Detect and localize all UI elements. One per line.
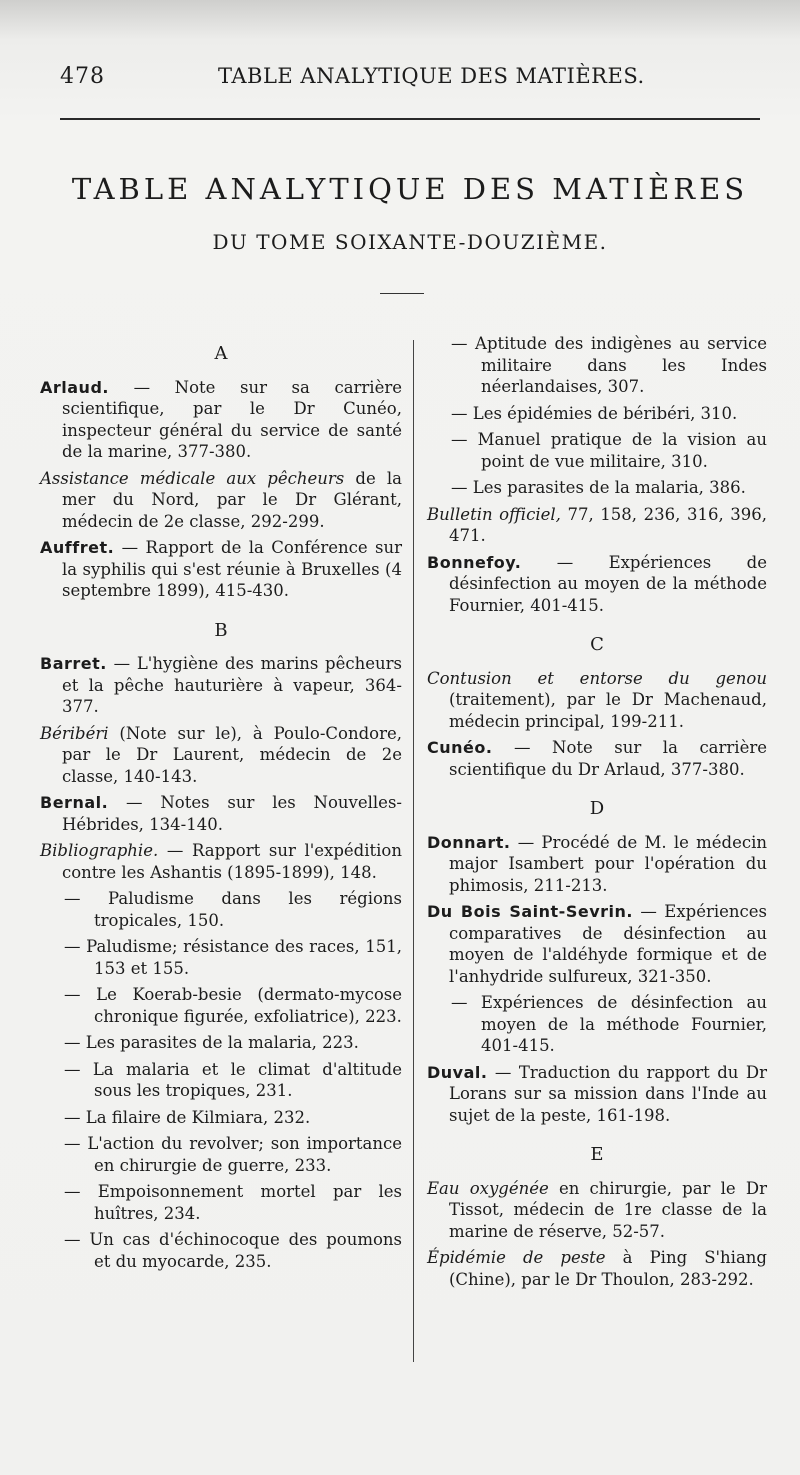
index-subentry: — Les parasites de la malaria, 386. bbox=[451, 478, 746, 497]
section-letter-c: C bbox=[590, 634, 604, 655]
index-entry-du-bois bbox=[427, 901, 767, 987]
running-title: TABLE ANALYTIQUE DES MATIÈRES. bbox=[218, 64, 645, 88]
index-subentry: — Empoisonnement mortel par les huîtres, 234. bbox=[64, 1182, 402, 1223]
index-subentry: — Le Koerab-besie (dermato-mycose chronique figurée, exfoliatrice), 223. bbox=[64, 985, 402, 1026]
index-entry-assistance bbox=[40, 468, 402, 533]
index-entry-cuneo bbox=[427, 737, 767, 780]
index-subentry: — Les parasites de la malaria, 223. bbox=[64, 1033, 359, 1052]
entry-text: — Notes sur les Nouvelles-Hébrides, 134-140. bbox=[62, 793, 402, 834]
index-subentry: — Paludisme dans les régions tropicales, 150. bbox=[64, 889, 402, 930]
entry-text: — Traduction du rapport du Dr Lorans sur sa mission dans l'Inde au sujet de la peste, 161-198. bbox=[449, 1062, 767, 1125]
entry-name: Du Bois Saint-Sevrin. bbox=[427, 902, 633, 921]
entry-text: — Note sur sa carrière scientifique, par le Dr Cunéo, inspecteur général du service de santé de la marine, 377-380. bbox=[62, 377, 402, 461]
entry-text: à Ping S'hiang (Chine), par le Dr Thoulon, 283-292. bbox=[449, 1248, 767, 1289]
index-entry-duval bbox=[427, 1062, 767, 1127]
section-letter-d: D bbox=[589, 798, 605, 819]
index-subentry: — Expériences de désinfection au moyen de la méthode Fournier, 401-415. bbox=[451, 993, 767, 1055]
index-entry-contusion bbox=[427, 668, 767, 733]
entry-text: de la mer du Nord, par le Dr Glérant, médecin de 2e classe, 292-299. bbox=[62, 468, 402, 531]
entry-text: — Expériences de désinfection au moyen de la méthode Fournier, 401-415. bbox=[449, 552, 767, 615]
index-subentry: — Les épidémies de béribéri, 310. bbox=[451, 403, 738, 423]
index-entry-auffret bbox=[40, 537, 402, 602]
column-divider bbox=[413, 340, 414, 1362]
section-letter-b: B bbox=[214, 619, 228, 641]
entry-text: — L'hygiène des marins pêcheurs et la pêche hauturière à vapeur, 364-377. bbox=[62, 654, 402, 716]
section-letter-a: A bbox=[214, 343, 228, 364]
index-entry-eau bbox=[427, 1178, 767, 1243]
entry-text: — Note sur la carrière scientifique du Dr Arlaud, 377-380. bbox=[449, 738, 767, 779]
entry-subject: Bulletin officiel, bbox=[427, 504, 561, 524]
entry-name: Barret. bbox=[40, 654, 107, 673]
entry-name: Bernal. bbox=[40, 793, 109, 812]
left-column bbox=[40, 333, 402, 1277]
entry-text: — Rapport sur l'expédition contre les Ashantis (1895-1899), 148. bbox=[62, 841, 402, 882]
entry-text: (traitement), par le Dr Machenaud, médecin principal, 199-211. bbox=[449, 690, 767, 731]
index-entry-barret bbox=[40, 653, 402, 718]
header-rule bbox=[60, 118, 760, 120]
entry-subject: Assistance médicale aux pêcheurs bbox=[40, 468, 345, 488]
index-entry-bernal bbox=[40, 792, 402, 835]
index-entry-bulletin bbox=[427, 504, 767, 547]
entry-name: Donnart. bbox=[427, 832, 511, 852]
index-subentry: — L'action du revolver; son importance en chirurgie de guerre, 233. bbox=[64, 1134, 402, 1175]
entry-text: — Rapport de la Conférence sur la syphilis qui s'est réunie à Bruxelles (4 septembre 1899), 415-430. bbox=[62, 538, 402, 600]
index-entry-arlaud bbox=[40, 377, 402, 463]
entry-subject: Épidémie de peste bbox=[427, 1248, 606, 1267]
page-subtitle: DU TOME SOIXANTE-DOUZIÈME. bbox=[212, 230, 608, 254]
entry-text: — Expériences comparatives de désinfection au moyen de l'aldéhyde formique et de l'anhydride sulfureux, 321-350. bbox=[449, 902, 767, 986]
entry-text: en chirurgie, par le Dr Tissot, médecin de 1re classe de la marine de réserve, 52-57. bbox=[449, 1178, 767, 1241]
index-subentry: — Un cas d'échinocoque des poumons et du myocarde, 235. bbox=[64, 1230, 402, 1271]
page-number: 478 bbox=[60, 64, 105, 89]
section-letter-e: E bbox=[590, 1144, 604, 1165]
running-head bbox=[60, 62, 760, 98]
entry-text: 77, 158, 236, 316, 396, 471. bbox=[449, 504, 768, 545]
entry-name: Arlaud. bbox=[40, 377, 109, 397]
right-column bbox=[427, 333, 767, 1295]
entry-name: Cunéo. bbox=[427, 738, 493, 757]
title-rule bbox=[380, 293, 424, 294]
entry-name: Auffret. bbox=[40, 538, 115, 557]
entry-subject: Béribéri bbox=[40, 723, 109, 743]
index-entry-epidemie bbox=[427, 1247, 767, 1290]
entry-text: (Note sur le), à Poulo-Condore, par le Dr Laurent, médecin de 2e classe, 140-143. bbox=[62, 723, 402, 786]
entry-name: Duval. bbox=[427, 1062, 488, 1082]
index-entry-bonnefoy bbox=[427, 552, 767, 617]
entry-subject: Eau oxygénée bbox=[427, 1178, 549, 1198]
index-entry-beriberi bbox=[40, 723, 402, 788]
index-entry-donnart bbox=[427, 832, 767, 897]
entry-subject: Bibliographie. bbox=[40, 841, 159, 860]
entry-name: Bonnefoy. bbox=[427, 552, 522, 572]
page-title: TABLE ANALYTIQUE DES MATIÈRES bbox=[71, 172, 749, 206]
entry-subject: Contusion et entorse du genou bbox=[427, 668, 767, 688]
index-entry-bibliographie bbox=[40, 840, 402, 883]
index-subentry: — Paludisme; résistance des races, 151, 153 et 155. bbox=[64, 937, 402, 978]
entry-text: — Procédé de M. le médecin major Isambert pour l'opération du phimosis, 211-213. bbox=[449, 832, 767, 895]
index-subentry: — Aptitude des indigènes au service militaire dans les Indes néerlandaises, 307. bbox=[451, 334, 767, 396]
index-subentry: — La filaire de Kilmiara, 232. bbox=[64, 1107, 311, 1127]
index-subentry: — Manuel pratique de la vision au point de vue militaire, 310. bbox=[451, 430, 767, 471]
index-subentry: — La malaria et le climat d'altitude sous les tropiques, 231. bbox=[64, 1059, 402, 1100]
